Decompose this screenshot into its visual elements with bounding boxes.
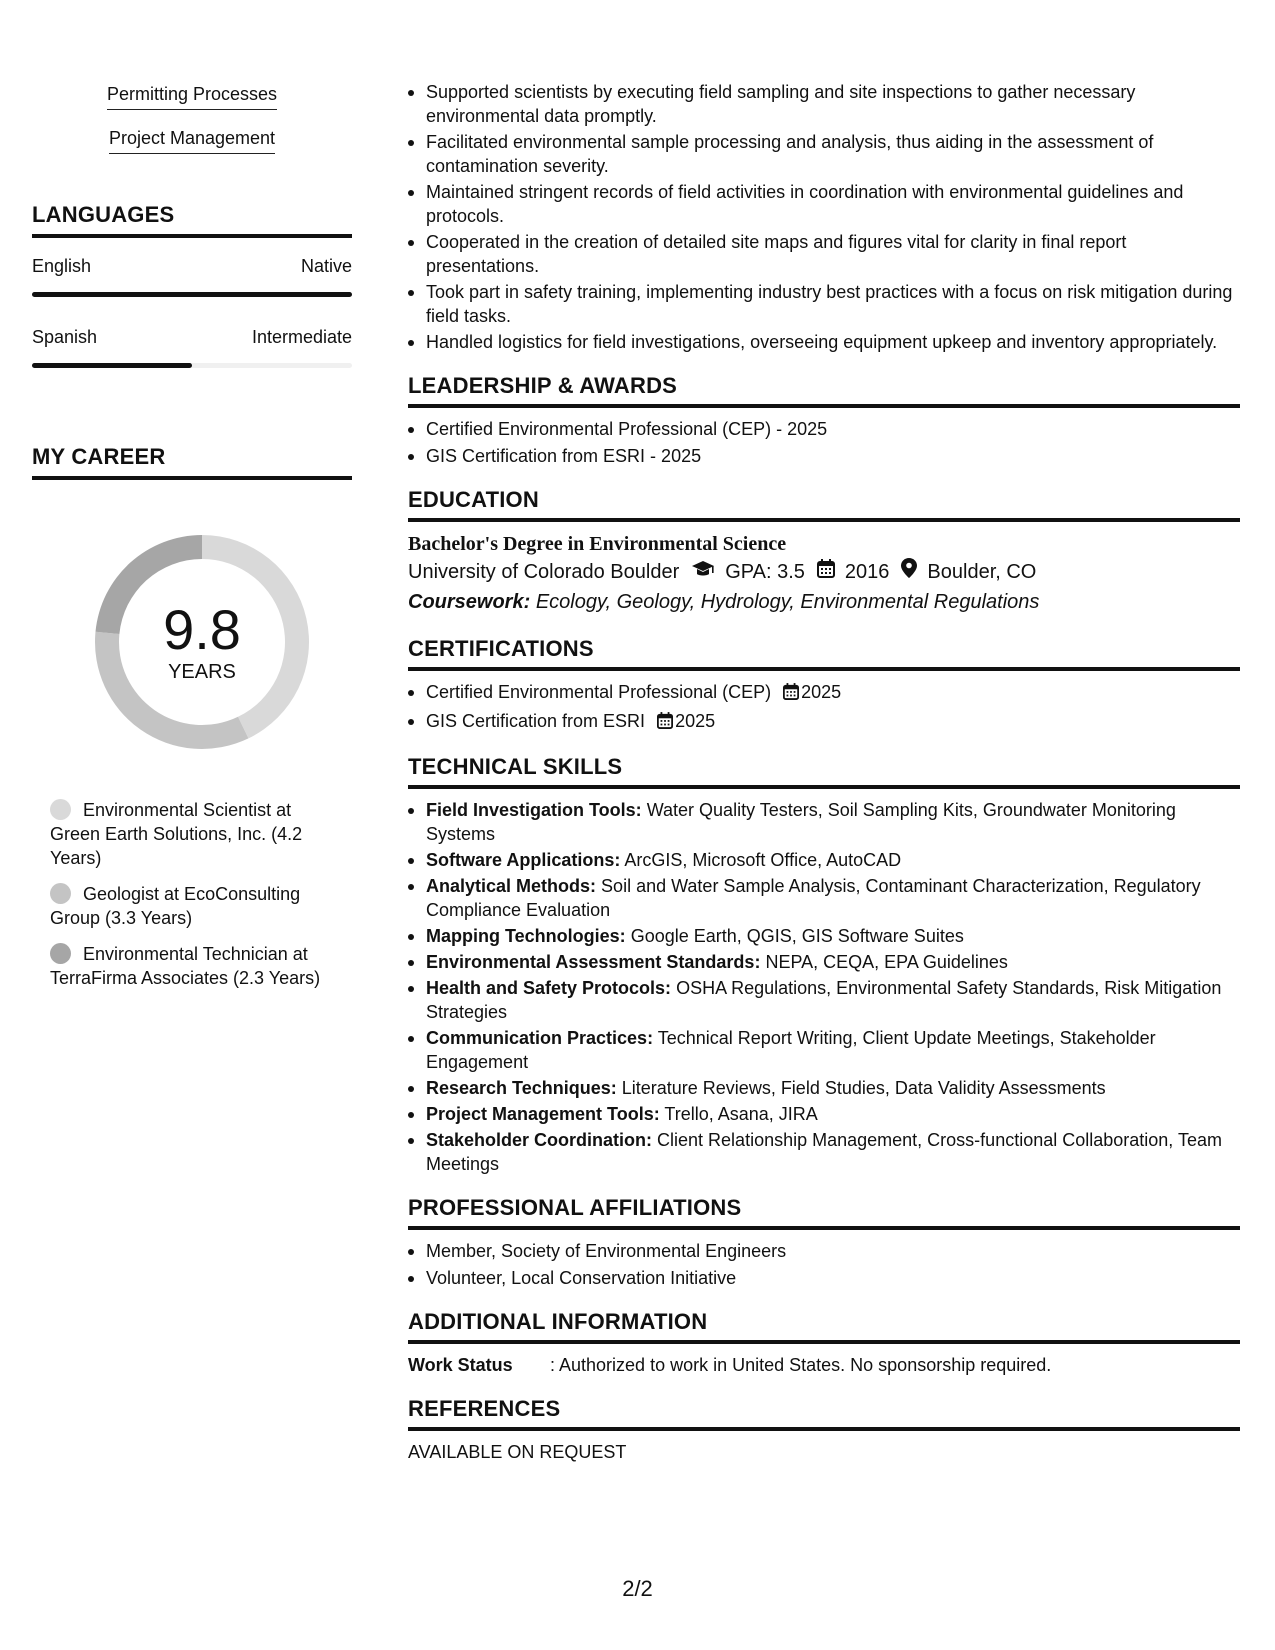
school-location: Boulder, CO xyxy=(927,561,1037,583)
gpa: GPA: 3.5 xyxy=(725,561,805,583)
skill-label: Stakeholder Coordination: xyxy=(426,1130,653,1150)
experience-bullet: Cooperated in the creation of detailed site maps and figures vital for clarity in final report presentations. xyxy=(408,230,1240,278)
graduation-cap-icon xyxy=(691,557,715,587)
additional-info-section xyxy=(408,1309,1240,1377)
work-status-value: : Authorized to work in United States. No sponsorship required. xyxy=(550,1355,1052,1375)
language-item xyxy=(32,254,352,297)
career-legend-item xyxy=(50,798,330,870)
work-status-row xyxy=(408,1353,1240,1377)
career-section xyxy=(32,444,352,990)
language-bar xyxy=(32,363,352,368)
main-column xyxy=(408,80,1240,1464)
languages-section xyxy=(32,202,352,368)
experience-bullet: Handled logistics for field investigations, overseeing equipment upkeep and inventory appropriately. xyxy=(408,330,1240,354)
calendar-icon xyxy=(817,557,835,587)
skill-item xyxy=(408,1076,1240,1100)
leadership-heading: LEADERSHIP & AWARDS xyxy=(408,373,1240,408)
legend-dot xyxy=(50,943,71,964)
skill-label: Communication Practices: xyxy=(426,1028,654,1048)
language-name: English xyxy=(32,256,92,276)
skill-value: Trello, Asana, JIRA xyxy=(664,1104,818,1124)
certifications-heading: CERTIFICATIONS xyxy=(408,636,1240,671)
experience-bullet: Facilitated environmental sample processing and analysis, thus aiding in the assessment of contamination severity. xyxy=(408,130,1240,178)
experience-bullet: Took part in safety training, implementing industry best practices with a focus on risk mitigation during field tasks. xyxy=(408,280,1240,328)
skill-item xyxy=(408,1128,1240,1176)
certification-year: 2025 xyxy=(801,682,842,702)
skill-label: Health and Safety Protocols: xyxy=(426,978,672,998)
certification-name: GIS Certification from ESRI xyxy=(426,711,646,731)
skill-value: Google Earth, QGIS, GIS Software Suites xyxy=(630,926,964,946)
language-level: Intermediate xyxy=(251,327,352,347)
skill-label: Analytical Methods: xyxy=(426,876,597,896)
references-heading: REFERENCES xyxy=(408,1396,1240,1431)
certification-item xyxy=(408,709,1240,735)
experience-bullet: Supported scientists by executing field sampling and site inspections to gather necessary environmental data promptly. xyxy=(408,80,1240,128)
sidebar xyxy=(32,82,352,1002)
calendar-icon xyxy=(657,711,673,735)
certifications-section xyxy=(408,636,1240,735)
skill-label: Project Management Tools: xyxy=(426,1104,660,1124)
affiliations-section xyxy=(408,1195,1240,1290)
technical-skills-heading: TECHNICAL SKILLS xyxy=(408,754,1240,789)
skill-label: Field Investigation Tools: xyxy=(426,800,642,820)
language-name: Spanish xyxy=(32,327,98,347)
skill-item xyxy=(408,1026,1240,1074)
language-bar-fill xyxy=(32,363,192,368)
calendar-icon xyxy=(783,682,799,706)
affiliations-heading: PROFESSIONAL AFFILIATIONS xyxy=(408,1195,1240,1230)
references-text: AVAILABLE ON REQUEST xyxy=(408,1442,627,1462)
experience-bullets xyxy=(408,80,1240,354)
certification-name: Certified Environmental Professional (CEP) xyxy=(426,682,772,702)
skill-value: Soil and Water Sample Analysis, Contaminant Characterization, Regulatory Compliance Evaluation xyxy=(426,876,1201,920)
skill-value: Client Relationship Management, Cross-functional Collaboration, Team Meetings xyxy=(426,1130,1222,1174)
career-total-value: 9.8 xyxy=(163,597,241,661)
skill-value: Technical Report Writing, Client Update Meetings, Stakeholder Engagement xyxy=(426,1028,1156,1072)
language-level: Native xyxy=(300,256,352,276)
legend-dot xyxy=(50,883,71,904)
skill-value: OSHA Regulations, Environmental Safety Standards, Risk Mitigation Strategies xyxy=(426,978,1222,1022)
skill-value: Literature Reviews, Field Studies, Data Validity Assessments xyxy=(621,1078,1106,1098)
skill-item xyxy=(408,924,1240,948)
skill-item xyxy=(408,848,1240,872)
education-heading: EDUCATION xyxy=(408,487,1240,522)
education-details xyxy=(408,557,1240,587)
skill-value: ArcGIS, Microsoft Office, AutoCAD xyxy=(624,850,902,870)
career-legend-text: Environmental Technician at TerraFirma Associates (2.3 Years) xyxy=(50,944,321,988)
career-legend-text: Geologist at EcoConsulting Group (3.3 Years) xyxy=(50,884,301,928)
experience-bullet: Maintained stringent records of field activities in coordination with environmental guidelines and protocols. xyxy=(408,180,1240,228)
career-total-label: YEARS xyxy=(168,660,236,683)
skill-item xyxy=(408,950,1240,974)
skill-item xyxy=(408,874,1240,922)
graduation-year: 2016 xyxy=(844,561,890,583)
references-section xyxy=(408,1396,1240,1464)
leadership-section xyxy=(408,373,1240,468)
technical-skills-section xyxy=(408,754,1240,1176)
language-bar xyxy=(32,292,352,297)
degree-title: Bachelor's Degree in Environmental Science xyxy=(408,533,787,555)
skill-label: Software Applications: xyxy=(426,850,621,870)
leadership-item: GIS Certification from ESRI - 2025 xyxy=(408,444,1240,468)
page-number: 2/2 xyxy=(622,1576,653,1601)
career-legend-item xyxy=(50,882,330,930)
location-pin-icon xyxy=(901,557,917,587)
career-donut-chart xyxy=(82,522,322,762)
leadership-item: Certified Environmental Professional (CEP) - 2025 xyxy=(408,417,1240,441)
additional-info-heading: ADDITIONAL INFORMATION xyxy=(408,1309,1240,1344)
certification-year: 2025 xyxy=(675,711,716,731)
skill-label: Research Techniques: xyxy=(426,1078,617,1098)
skill-tag: Permitting Processes xyxy=(107,82,277,110)
skill-tag: Project Management xyxy=(109,126,275,154)
career-legend-item xyxy=(50,942,330,990)
affiliation-item: Volunteer, Local Conservation Initiative xyxy=(408,1266,1240,1290)
career-legend xyxy=(32,798,352,990)
skill-tags xyxy=(32,82,352,154)
coursework-list: Ecology, Geology, Hydrology, Environmental Regulations xyxy=(535,591,1040,613)
skill-item xyxy=(408,976,1240,1024)
certification-item xyxy=(408,680,1240,706)
coursework-label: Coursework: xyxy=(408,591,531,613)
work-status-label: Work Status xyxy=(408,1355,513,1375)
skill-value: NEPA, CEQA, EPA Guidelines xyxy=(765,952,1008,972)
career-heading: MY CAREER xyxy=(32,444,352,480)
coursework xyxy=(408,587,1240,617)
career-legend-text: Environmental Scientist at Green Earth Solutions, Inc. (4.2 Years) xyxy=(50,800,303,868)
skill-label: Environmental Assessment Standards: xyxy=(426,952,761,972)
skill-value: Water Quality Testers, Soil Sampling Kits, Groundwater Monitoring Systems xyxy=(426,800,1176,844)
language-item xyxy=(32,325,352,368)
legend-dot xyxy=(50,799,71,820)
skill-label: Mapping Technologies: xyxy=(426,926,626,946)
language-bar-fill xyxy=(32,292,352,297)
skill-item xyxy=(408,798,1240,846)
school-name: University of Colorado Boulder xyxy=(408,561,680,583)
education-section xyxy=(408,487,1240,617)
skill-item xyxy=(408,1102,1240,1126)
affiliation-item: Member, Society of Environmental Engineers xyxy=(408,1239,1240,1263)
languages-heading: LANGUAGES xyxy=(32,202,352,238)
